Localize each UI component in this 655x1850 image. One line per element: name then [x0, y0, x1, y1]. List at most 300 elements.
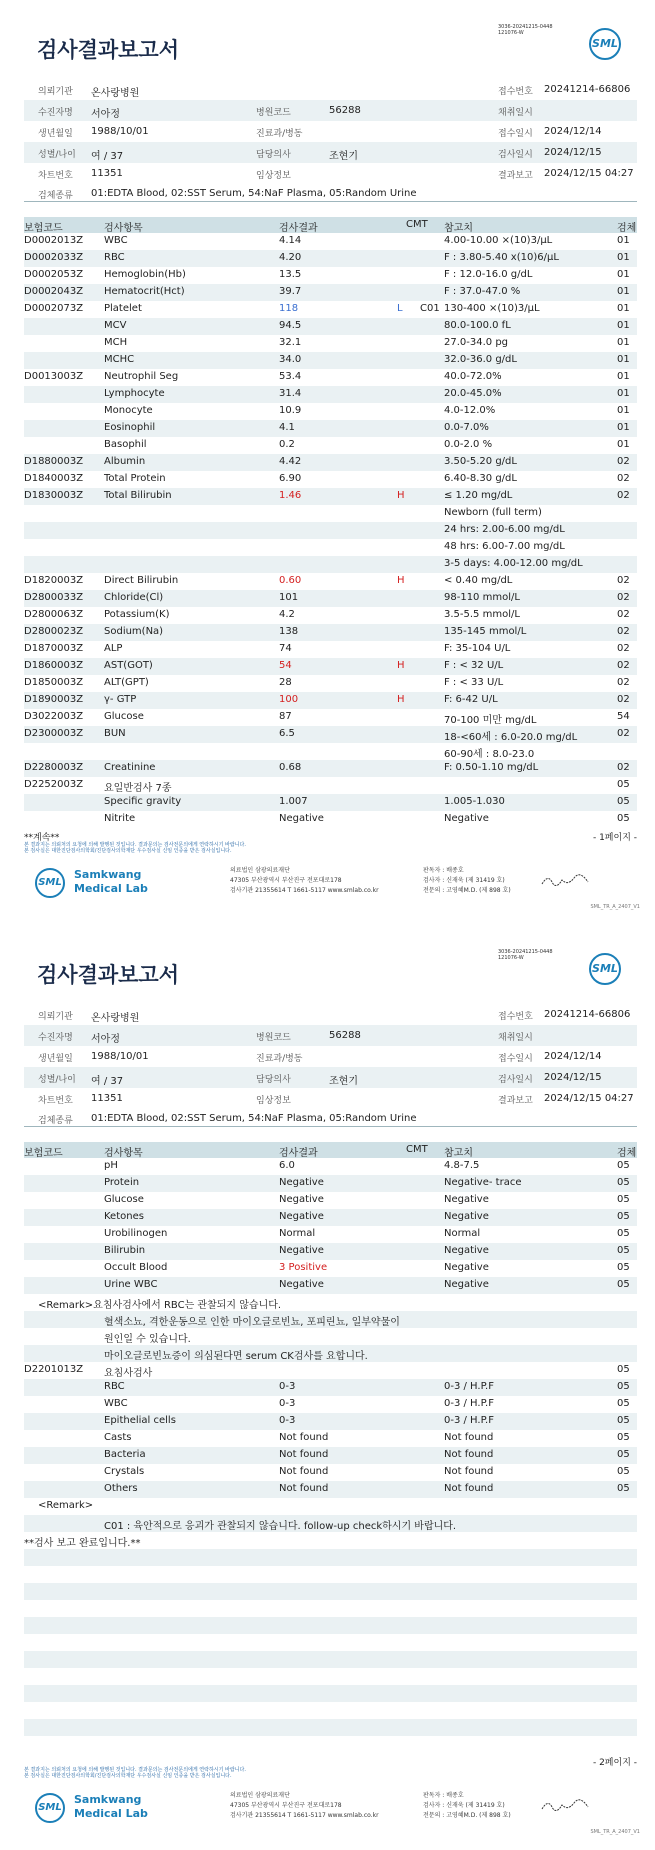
table-row: [24, 794, 637, 811]
specimen-code: 02: [617, 728, 630, 739]
insurance-code: D0013003Z: [24, 371, 84, 382]
test-result: 4.42: [279, 456, 302, 467]
test-date: 2024/12/15: [544, 1072, 602, 1083]
remark-text: 혈색소뇨, 격한운동으로 인한 마이오글로빈뇨, 포피린뇨, 일부약물이: [104, 1317, 400, 1328]
reference-range: Negative: [444, 813, 489, 824]
test-result: 0.2: [279, 439, 295, 450]
signatories: 판독자 : 배종호 검사자 : 신재욱 (제 31419 호) 전문의 : 고영혜M.D. (제 898 호): [423, 867, 511, 894]
insurance-code: D0002033Z: [24, 252, 84, 263]
test-result: Not found: [279, 1449, 329, 1460]
specimen-code: 05: [617, 1466, 630, 1477]
table-row: [24, 1481, 637, 1498]
test-result: 4.1: [279, 422, 295, 433]
remark-text: <Remark>: [38, 1500, 94, 1511]
remark-text: **검사 보고 완료입니다.**: [24, 1538, 141, 1549]
specimen-row: 검체종류 01:EDTA Blood, 02:SST Serum, 54:NaF Plasma, 05:Random Urine: [24, 1109, 637, 1127]
table-row: [24, 250, 637, 267]
test-result: Negative: [279, 1194, 324, 1205]
insurance-code: D1890003Z: [24, 694, 84, 705]
remark-row: [24, 1498, 637, 1515]
empty-row: [24, 1600, 637, 1617]
test-item: Epithelial cells: [104, 1415, 176, 1426]
test-item: Hemoglobin(Hb): [104, 269, 186, 280]
test-item: Glucose: [104, 1194, 144, 1205]
specimen-code: 01: [617, 439, 630, 450]
table-row: [24, 607, 637, 624]
test-result: 4.20: [279, 252, 302, 263]
patient-info-block: [24, 1004, 637, 1127]
specimen-code: 02: [617, 643, 630, 654]
table-row: [24, 1447, 637, 1464]
empty-row: [24, 1719, 637, 1736]
insurance-code: D1880003Z: [24, 456, 84, 467]
specimen-code: 01: [617, 422, 630, 433]
specimen-code: 02: [617, 626, 630, 637]
reference-range: 70-100 미만 mg/dL: [444, 715, 537, 726]
result-flag: H: [397, 660, 405, 671]
info-row-hospital: 의뢰기관 온사랑병원 접수번호 20241214-66806: [38, 1009, 631, 1024]
date-of-birth: 1988/10/01: [91, 126, 149, 137]
test-result: Negative: [279, 1211, 324, 1222]
test-result: Not found: [279, 1466, 329, 1477]
table-row: [24, 556, 637, 573]
info-row-chart: 차트번호 11351 임상정보 결과보고 2024/12/15 04:27: [38, 168, 634, 181]
test-result: 87: [279, 711, 292, 722]
test-item: γ- GTP: [104, 694, 137, 705]
test-item: Bilirubin: [104, 1245, 146, 1256]
reference-range: 3.5-5.5 mmol/L: [444, 609, 520, 620]
test-result: 6.0: [279, 1160, 295, 1171]
test-result: 94.5: [279, 320, 302, 331]
test-result: 1.007: [279, 796, 308, 807]
info-row-dob: 생년월일 1988/10/01 진료과/병동 접수일시 2024/12/14: [38, 1051, 602, 1064]
table-header: 보험코드 검사항목 검사결과 CMT 참고치 검체: [24, 1144, 637, 1159]
test-item: MCV: [104, 320, 127, 331]
specimen-code: 05: [617, 1228, 630, 1239]
sml-logo-icon: SML: [589, 28, 621, 60]
table-row: [24, 1379, 637, 1396]
test-result: Negative: [279, 1279, 324, 1290]
test-item: Bacteria: [104, 1449, 146, 1460]
disclaimer: 본 결과지는 의뢰처의 요청에 의해 발행된 것입니다. 결과문의는 검사전문의에게 연락하시기 바랍니다. 본 검사실은 대한진단검사의학회/진단검사의학재단 우수검사실 신임 인증을 받은 검사실입니다.: [24, 842, 246, 854]
table-header: 보험코드 검사항목 검사결과 CMT 참고치 검체: [24, 219, 637, 234]
insurance-code: D1840003Z: [24, 473, 84, 484]
test-result: 53.4: [279, 371, 302, 382]
reference-range: 27.0-34.0 pg: [444, 337, 509, 348]
reference-range: F: 6-42 U/L: [444, 694, 498, 705]
table-row: [24, 284, 637, 301]
continue-label: **계속**: [24, 833, 60, 843]
test-result: 39.7: [279, 286, 302, 297]
reference-range: < 0.40 mg/dL: [444, 575, 513, 586]
sex-age: 여 / 37: [91, 1076, 124, 1087]
test-item: Ketones: [104, 1211, 144, 1222]
specimen-code: 01: [617, 337, 630, 348]
reference-range: 18-<60세 : 6.0-20.0 mg/dL: [444, 732, 578, 743]
report-page-2: [0, 925, 655, 1850]
table-row: [24, 1396, 637, 1413]
doctor-name: 조현기: [329, 1076, 358, 1087]
test-item: Chloride(Cl): [104, 592, 164, 603]
organization-info: 의료법인 삼광의료재단 47305 부산광역시 부산진구 전포대로178 검사기관 21355614 T 1661-5117 www.smlab.co.kr: [230, 867, 379, 894]
test-item: 요일반검사 7종: [104, 783, 172, 794]
specimen-code: 05: [617, 1449, 630, 1460]
table-row: [24, 777, 637, 794]
remark-row: [24, 1515, 637, 1532]
test-item: Urine WBC: [104, 1279, 158, 1290]
empty-row: [24, 1549, 637, 1566]
empty-row: [24, 1617, 637, 1634]
results-table-page-1: [24, 217, 637, 828]
empty-row: [24, 1651, 637, 1668]
receipt-date: 2024/12/14: [544, 1051, 602, 1062]
chart-number: 11351: [91, 1093, 123, 1104]
test-result: 3 Positive: [279, 1262, 328, 1273]
test-item: Protein: [104, 1177, 140, 1188]
test-result: 4.14: [279, 235, 302, 246]
footer: [0, 1787, 655, 1837]
specimen-code: 01: [617, 320, 630, 331]
reference-range: 1.005-1.030: [444, 796, 505, 807]
test-result: 32.1: [279, 337, 302, 348]
sml-logo-icon: SML: [35, 1793, 65, 1823]
specimen-code: 02: [617, 660, 630, 671]
test-result: 100: [279, 694, 299, 705]
page-number: - 1페이지 -: [592, 833, 637, 843]
test-result: Negative: [279, 1177, 324, 1188]
patient-name: 서아정: [91, 1034, 120, 1045]
brand-name: Samkwang Medical Lab: [74, 1793, 148, 1820]
table-body: [24, 233, 637, 828]
table-row: [24, 1209, 637, 1226]
reference-range: F: 0.50-1.10 mg/dL: [444, 762, 539, 773]
insurance-code: D1830003Z: [24, 490, 84, 501]
reference-range: 0.0-7.0%: [444, 422, 489, 433]
specimen-code: 02: [617, 694, 630, 705]
date-of-birth: 1988/10/01: [91, 1051, 149, 1062]
info-row-hospital: 의뢰기관 온사랑병원 접수번호 20241214-66806: [38, 84, 631, 99]
info-row-patient: 수진자명 서아정 병원코드 56288 채취일시: [24, 100, 637, 121]
info-row-chart: 차트번호 11351 임상정보 결과보고 2024/12/15 04:27: [38, 1093, 634, 1106]
table-row: [24, 760, 637, 777]
test-item: Direct Bilirubin: [104, 575, 179, 586]
specimen-code: 05: [617, 1381, 630, 1392]
organization-info: 의료법인 삼광의료재단 47305 부산광역시 부산진구 전포대로178 검사기관 21355614 T 1661-5117 www.smlab.co.kr: [230, 1792, 379, 1819]
specimen-code: 02: [617, 677, 630, 688]
reference-range: Not found: [444, 1466, 494, 1477]
table-row: [24, 692, 637, 709]
reference-range: F : < 33 U/L: [444, 677, 504, 688]
table-row: [24, 726, 637, 743]
reference-range: Negative: [444, 1262, 489, 1273]
hospital-code: 56288: [329, 1030, 361, 1041]
test-item: Hematocrit(Hct): [104, 286, 185, 297]
reference-range: ≤ 1.20 mg/dL: [444, 490, 513, 501]
reference-range: Negative: [444, 1279, 489, 1290]
empty-row: [24, 1566, 637, 1583]
insurance-code: D1820003Z: [24, 575, 84, 586]
reference-range: Not found: [444, 1449, 494, 1460]
test-result: 0-3: [279, 1415, 296, 1426]
insurance-code: D2800033Z: [24, 592, 84, 603]
report-title: 검사결과보고서: [37, 38, 180, 62]
remark-text: 원인일 수 있습니다.: [104, 1334, 191, 1345]
test-item: Casts: [104, 1432, 132, 1443]
document-id: 3036-20241215-0448 121076-W: [498, 24, 553, 36]
specimen-row: 검체종류 01:EDTA Blood, 02:SST Serum, 54:NaF Plasma, 05:Random Urine: [24, 184, 637, 202]
results-table-page-2: [24, 1142, 637, 1736]
test-item: Urobilinogen: [104, 1228, 168, 1239]
specimen-code: 05: [617, 1211, 630, 1222]
reference-range: 40.0-72.0%: [444, 371, 502, 382]
test-result: Negative: [279, 1245, 324, 1256]
table-row: [24, 1413, 637, 1430]
table-row: [24, 471, 637, 488]
specimen-code: 05: [617, 1432, 630, 1443]
test-result: 31.4: [279, 388, 302, 399]
specimen-code: 02: [617, 592, 630, 603]
signature-icon: [540, 1797, 590, 1815]
test-result: 0.60: [279, 575, 302, 586]
table-row: [24, 301, 637, 318]
insurance-code: D2300003Z: [24, 728, 84, 739]
specimen-code: 05: [617, 1279, 630, 1290]
insurance-code: D0002013Z: [24, 235, 84, 246]
test-date: 2024/12/15: [544, 147, 602, 158]
test-result: 54: [279, 660, 292, 671]
table-row: [24, 743, 637, 760]
reference-range: 4.8-7.5: [444, 1160, 480, 1171]
reference-range: Not found: [444, 1432, 494, 1443]
remark-row: [24, 1345, 637, 1362]
test-item: Total Protein: [104, 473, 166, 484]
reference-range: Newborn (full term): [444, 507, 542, 518]
test-result: 118: [279, 303, 299, 314]
form-version: SML_TR_A_2407_V1: [590, 904, 640, 910]
insurance-code: D1850003Z: [24, 677, 84, 688]
test-item: Crystals: [104, 1466, 145, 1477]
hospital-name: 온사랑병원: [91, 1013, 140, 1024]
test-item: 요침사검사: [104, 1368, 153, 1379]
reference-range: F : 12.0-16.0 g/dL: [444, 269, 533, 280]
table-row: [24, 369, 637, 386]
test-item: MCHC: [104, 354, 135, 365]
table-row: [24, 335, 637, 352]
reference-range: 6.40-8.30 g/dL: [444, 473, 517, 484]
specimen-code: 01: [617, 252, 630, 263]
test-item: ALT(GPT): [104, 677, 149, 688]
result-flag: H: [397, 575, 405, 586]
reference-range: F: 35-104 U/L: [444, 643, 511, 654]
test-result: 28: [279, 677, 292, 688]
empty-row: [24, 1583, 637, 1600]
table-row: [24, 233, 637, 250]
specimen-code: 05: [617, 1415, 630, 1426]
test-item: Albumin: [104, 456, 146, 467]
remark-row: [24, 1532, 637, 1549]
table-row: [24, 1243, 637, 1260]
test-result: 34.0: [279, 354, 302, 365]
sex-age: 여 / 37: [91, 151, 124, 162]
test-result: 138: [279, 626, 299, 637]
table-row: [24, 1226, 637, 1243]
test-result: 4.2: [279, 609, 295, 620]
specimen-code: 01: [617, 354, 630, 365]
reference-range: F : < 32 U/L: [444, 660, 504, 671]
specimen-code: 01: [617, 388, 630, 399]
info-row-dob: 생년월일 1988/10/01 진료과/병동 접수일시 2024/12/14: [38, 126, 602, 139]
table-row: [24, 522, 637, 539]
test-item: Nitrite: [104, 813, 136, 824]
table-row: [24, 488, 637, 505]
table-row: [24, 641, 637, 658]
test-item: RBC: [104, 252, 125, 263]
reference-range: F : 37.0-47.0 %: [444, 286, 521, 297]
doctor-name: 조현기: [329, 151, 358, 162]
table-row: [24, 624, 637, 641]
receipt-number: 20241214-66806: [544, 84, 631, 95]
remark-text: 마이오글로빈뇨증이 의심된다면 serum CK검사를 요합니다.: [104, 1351, 368, 1362]
specimen-code: 02: [617, 575, 630, 586]
specimen-code: 05: [617, 1262, 630, 1273]
reference-range: 0-3 / H.P.F: [444, 1415, 494, 1426]
test-result: 101: [279, 592, 299, 603]
reference-range: 24 hrs: 2.00-6.00 mg/dL: [444, 524, 565, 535]
empty-row: [24, 1634, 637, 1651]
signature-icon: [540, 872, 590, 890]
reference-range: 0.0-2.0 %: [444, 439, 493, 450]
table-row: [24, 437, 637, 454]
table-row: [24, 352, 637, 369]
test-item: Platelet: [104, 303, 142, 314]
test-item: WBC: [104, 235, 128, 246]
reference-range: 32.0-36.0 g/dL: [444, 354, 517, 365]
reference-range: 98-110 mmol/L: [444, 592, 520, 603]
insurance-code: D2800023Z: [24, 626, 84, 637]
test-result: 10.9: [279, 405, 302, 416]
specimen-code: 05: [617, 1245, 630, 1256]
table-row: [24, 505, 637, 522]
test-item: Eosinophil: [104, 422, 156, 433]
comment-code: C01: [420, 303, 440, 314]
remark-text: <Remark>요침사검사에서 RBC는 관찰되지 않습니다.: [38, 1300, 282, 1311]
test-result: 74: [279, 643, 292, 654]
reference-range: 0-3 / H.P.F: [444, 1381, 494, 1392]
specimen-code: 02: [617, 490, 630, 501]
info-row-sex-age: 성별/나이 여 / 37 담당의사 조현기 검사일시 2024/12/15: [24, 142, 637, 163]
chart-number: 11351: [91, 168, 123, 179]
test-item: Total Bilirubin: [104, 490, 172, 501]
specimen-types: 01:EDTA Blood, 02:SST Serum, 54:NaF Plasma, 05:Random Urine: [91, 1113, 417, 1124]
test-item: Monocyte: [104, 405, 153, 416]
specimen-code: 54: [617, 711, 630, 722]
specimen-code: 05: [617, 1398, 630, 1409]
test-result: Normal: [279, 1228, 316, 1239]
specimen-code: 02: [617, 456, 630, 467]
disclaimer: 본 결과지는 의뢰처의 요청에 의해 발행된 것입니다. 결과문의는 검사전문의에게 연락하시기 바랍니다. 본 검사실은 대한진단검사의학회/진단검사의학재단 우수검사실 신임 인증을 받은 검사실입니다.: [24, 1767, 246, 1779]
test-result: 0-3: [279, 1381, 296, 1392]
brand-name: Samkwang Medical Lab: [74, 868, 148, 895]
reference-range: 3-5 days: 4.00-12.00 mg/dL: [444, 558, 583, 569]
patient-info-block: [24, 79, 637, 202]
reference-range: F : 3.80-5.40 x(10)6/μL: [444, 252, 559, 263]
reference-range: Not found: [444, 1483, 494, 1494]
specimen-code: 05: [617, 1364, 630, 1375]
specimen-code: 01: [617, 269, 630, 280]
table-row: [24, 1158, 637, 1175]
page-number: - 2페이지 -: [592, 1758, 637, 1768]
reference-range: 48 hrs: 6.00-7.00 mg/dL: [444, 541, 565, 552]
report-date: 2024/12/15 04:27: [544, 1093, 634, 1104]
table-row: [24, 1192, 637, 1209]
receipt-date: 2024/12/14: [544, 126, 602, 137]
test-result: Negative: [279, 813, 324, 824]
test-item: BUN: [104, 728, 126, 739]
test-result: 6.5: [279, 728, 295, 739]
result-flag: H: [397, 490, 405, 501]
reference-range: 80.0-100.0 fL: [444, 320, 511, 331]
form-version: SML_TR_A_2407_V1: [590, 1829, 640, 1835]
report-date: 2024/12/15 04:27: [544, 168, 634, 179]
empty-row: [24, 1668, 637, 1685]
specimen-code: 01: [617, 286, 630, 297]
specimen-code: 05: [617, 796, 630, 807]
test-item: Potassium(K): [104, 609, 170, 620]
table-row: [24, 811, 637, 828]
specimen-code: 05: [617, 779, 630, 790]
test-item: MCH: [104, 337, 128, 348]
table-row: [24, 1277, 637, 1294]
specimen-code: 02: [617, 762, 630, 773]
reference-range: 130-400 ×(10)3/μL: [444, 303, 540, 314]
info-row-patient: 수진자명 서아정 병원코드 56288 채취일시: [24, 1025, 637, 1046]
specimen-code: 05: [617, 813, 630, 824]
info-row-sex-age: 성별/나이 여 / 37 담당의사 조현기 검사일시 2024/12/15: [24, 1067, 637, 1088]
document-id: 3036-20241215-0448 121076-W: [498, 949, 553, 961]
table-row: [24, 420, 637, 437]
empty-row: [24, 1685, 637, 1702]
test-item: Sodium(Na): [104, 626, 164, 637]
test-item: ALP: [104, 643, 123, 654]
specimen-code: 02: [617, 609, 630, 620]
table-row: [24, 590, 637, 607]
table-row: [24, 573, 637, 590]
table-row: [24, 709, 637, 726]
specimen-types: 01:EDTA Blood, 02:SST Serum, 54:NaF Plasma, 05:Random Urine: [91, 188, 417, 199]
reference-range: 0-3 / H.P.F: [444, 1398, 494, 1409]
table-row: [24, 675, 637, 692]
remark-text: C01 : 육안적으로 응괴가 관찰되지 않습니다. follow-up check하시기 바랍니다.: [104, 1521, 457, 1532]
reference-range: Negative- trace: [444, 1177, 522, 1188]
result-flag: H: [397, 694, 405, 705]
signatories: 판독자 : 배종호 검사자 : 신재욱 (제 31419 호) 전문의 : 고영혜M.D. (제 898 호): [423, 1792, 511, 1819]
table-row: [24, 1430, 637, 1447]
specimen-code: 05: [617, 1483, 630, 1494]
reference-range: Negative: [444, 1211, 489, 1222]
specimen-code: 05: [617, 1160, 630, 1171]
reference-range: Negative: [444, 1245, 489, 1256]
table-row: [24, 1464, 637, 1481]
insurance-code: D2280003Z: [24, 762, 84, 773]
specimen-code: 05: [617, 1177, 630, 1188]
reference-range: 20.0-45.0%: [444, 388, 502, 399]
test-result: 13.5: [279, 269, 302, 280]
sml-logo-icon: SML: [35, 868, 65, 898]
table-body: [24, 1158, 637, 1736]
reference-range: 4.0-12.0%: [444, 405, 496, 416]
table-row: [24, 658, 637, 675]
insurance-code: D0002053Z: [24, 269, 84, 280]
